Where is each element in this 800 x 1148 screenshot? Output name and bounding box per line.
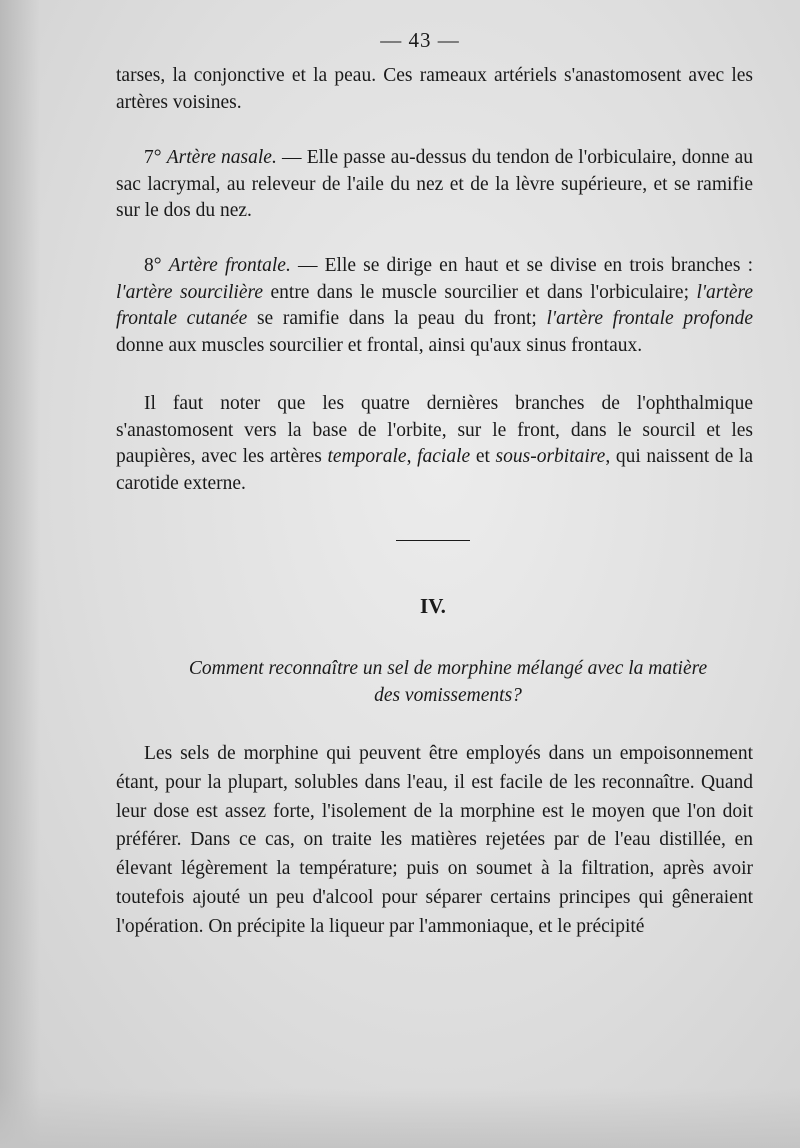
paragraph-morphine <box>116 740 753 942</box>
paragraph-continuation <box>116 63 753 116</box>
page-edge-shadow-left <box>0 0 40 1148</box>
section-title-line: Comment reconnaître un sel de morphine mélangé avec la matière <box>188 658 708 679</box>
paragraph-body: — Elle se dirige en haut et se divise en trois branches : <box>290 255 753 276</box>
separator: et <box>470 446 496 468</box>
paragraph-body: entre dans le muscle sourcilier et dans l'orbiculaire; <box>263 281 697 303</box>
paragraph-text: Les sels de morphine qui peuvent être employés dans un empoisonnement étant, pour la plupart, solubles dans l'eau, il est facile de les reconnaître. Quand leur dose est assez forte, l'isolement de la morphine est le moyen que l'on doit préférer. Dans ce cas, on traite les matières rejetées par de l'eau distillée, en élevant légèrement la température; puis on soumet à la filtration, après avoir toutefois ajouté un peu d'alcool pour séparer certains principes qui gêneraient l'opération. On précipite la liqueur par l'ammoniaque, et le précipité <box>116 743 753 937</box>
paragraph-text <box>116 253 753 359</box>
term-artere-nasale: Artère nasale. <box>166 147 277 168</box>
paragraph-text <box>116 391 753 497</box>
term-artere-frontale-cutanee: l'artère frontale cutanée <box>116 281 753 330</box>
paragraph-text <box>116 145 753 225</box>
term-temporale: temporale <box>327 446 407 468</box>
paragraph-anastomoses <box>116 391 753 497</box>
paragraph-text: tarses, la conjonctive et la peau. Ces rameaux artériels s'anastomosent avec les artères voisines. <box>116 65 753 113</box>
term-artere-frontale-profonde: l'artère frontale profonde <box>546 308 754 330</box>
term-artere-sourciliere: l'artère sourcilière <box>116 281 264 303</box>
item-number: 8° <box>144 255 169 276</box>
section-divider <box>396 540 470 541</box>
term-faciale: faciale <box>417 446 471 468</box>
paragraph-body: se ramifie dans la peau du front; <box>247 308 547 330</box>
paragraph-artere-nasale <box>116 145 753 225</box>
section-title-line: des vomissements? <box>374 685 522 706</box>
term-sous-orbitaire: sous-orbitaire <box>495 446 606 468</box>
separator: , <box>406 446 418 468</box>
section-number: IV. <box>420 594 446 618</box>
paragraph-body: donne aux muscles sourcilier et frontal, ainsi qu'aux sinus frontaux. <box>116 334 643 356</box>
page-edge-shadow-bottom <box>0 1088 800 1148</box>
term-artere-frontale: Artère frontale. <box>168 255 291 276</box>
paragraph-body: Il faut noter que les quatre dernières branches de l'ophthalmique s'anastomosent vers la base de l'orbite, sur le front, dans le sourcil et les paupières, avec les artères <box>116 393 753 468</box>
item-number: 7° <box>144 147 167 168</box>
paragraph-body: , qui naissent de la carotide externe. <box>116 446 754 494</box>
paragraph-body: — Elle passe au-dessus du tendon de l'orbiculaire, donne au sac lacrymal, au releveur de l'aile du nez et de la lèvre supérieure, et se ramifie sur le dos du nez. <box>116 147 753 222</box>
page-number: — 43 — <box>380 28 460 52</box>
section-title <box>126 655 770 709</box>
paragraph-artere-frontale <box>116 253 753 359</box>
